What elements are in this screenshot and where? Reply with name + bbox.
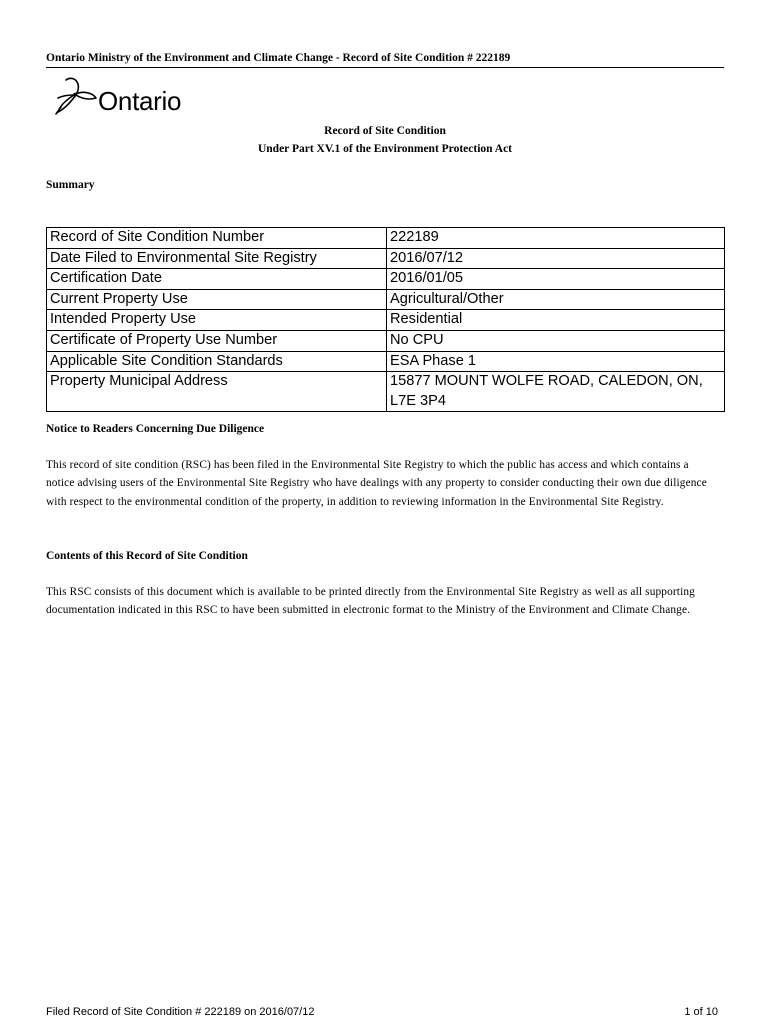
contents-heading: Contents of this Record of Site Condition	[46, 550, 248, 562]
summary-heading: Summary	[46, 179, 95, 191]
notice-heading: Notice to Readers Concerning Due Diligence	[46, 423, 265, 435]
summary-label: Certification Date	[47, 269, 387, 290]
running-header: Ontario Ministry of the Environment and Climate Change - Record of Site Condition # 222189	[46, 52, 511, 64]
summary-label: Intended Property Use	[47, 310, 387, 331]
summary-value: 2016/07/12	[387, 248, 725, 269]
summary-value: 15877 MOUNT WOLFE ROAD, CALEDON, ON, L7E 3P4	[387, 372, 725, 412]
table-row	[47, 372, 725, 412]
summary-label: Applicable Site Condition Standards	[47, 351, 387, 372]
summary-label: Date Filed to Environmental Site Registry	[47, 248, 387, 269]
logo-wordmark: Ontario	[98, 86, 182, 116]
summary-label: Current Property Use	[47, 289, 387, 310]
summary-label: Certificate of Property Use Number	[47, 330, 387, 351]
summary-value: Agricultural/Other	[387, 289, 725, 310]
summary-value: No CPU	[387, 330, 725, 351]
summary-table	[46, 227, 725, 412]
notice-paragraph: This record of site condition (RSC) has been filed in the Environmental Site Registry to which the public has access and which contains a notice advising users of the Environmental Site Registry who have dealings with any property to consider conducting their own due diligence with respect to the environmental condition of the property, in addition to reviewing information in the Environmental Site Registry.	[46, 459, 707, 508]
table-row	[47, 248, 725, 269]
table-row	[47, 228, 725, 249]
ontario-logo	[52, 74, 202, 118]
summary-value: Residential	[387, 310, 725, 331]
header-rule	[46, 67, 724, 68]
contents-paragraph: This RSC consists of this document which is available to be printed directly from the Environmental Site Registry as well as all supporting documentation indicated in this RSC to have been submitted in electronic format to the Ministry of the Environment and Climate Change.	[46, 586, 695, 617]
table-row	[47, 351, 725, 372]
trillium-icon	[52, 74, 98, 116]
page-number: 1 of 10	[684, 1006, 718, 1018]
table-row	[47, 310, 725, 331]
table-row	[47, 269, 725, 290]
document-title: Record of Site Condition	[324, 125, 446, 137]
summary-value: ESA Phase 1	[387, 351, 725, 372]
summary-value: 2016/01/05	[387, 269, 725, 290]
summary-label: Record of Site Condition Number	[47, 228, 387, 249]
summary-label: Property Municipal Address	[47, 372, 387, 412]
table-row	[47, 289, 725, 310]
table-row	[47, 330, 725, 351]
document-subtitle: Under Part XV.1 of the Environment Protection Act	[257, 143, 513, 155]
summary-value: 222189	[387, 228, 725, 249]
footer-filed-info: Filed Record of Site Condition # 222189 on 2016/07/12	[46, 1006, 315, 1018]
